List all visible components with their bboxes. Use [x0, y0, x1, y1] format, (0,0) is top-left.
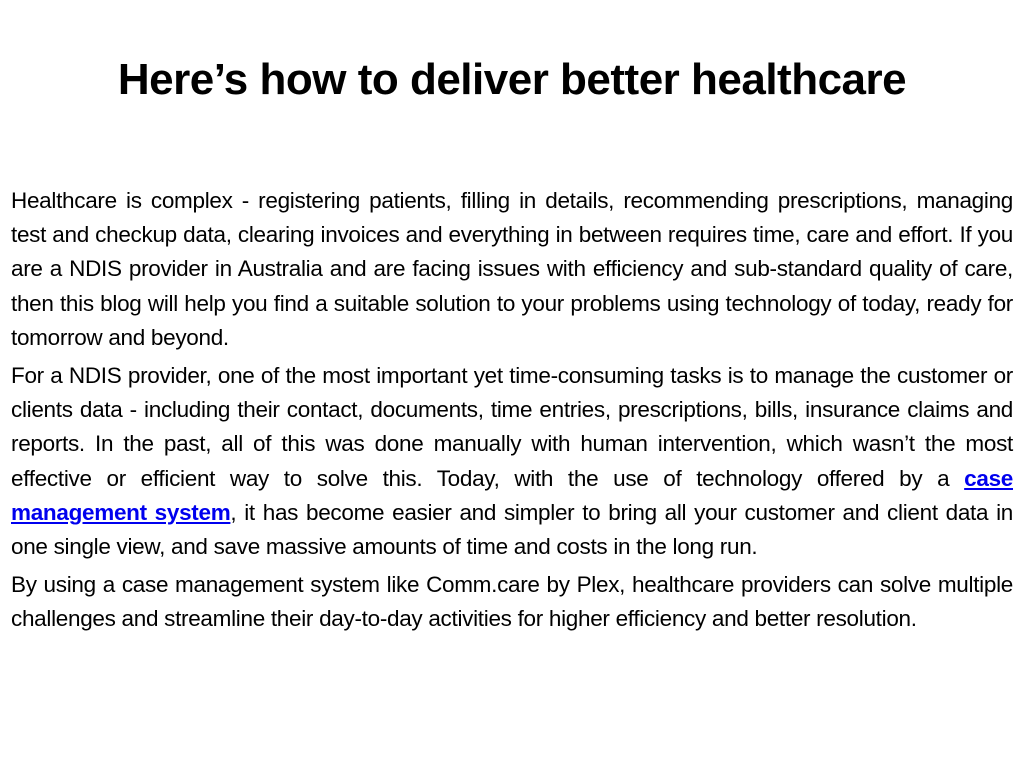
paragraph-text-before-link: For a NDIS provider, one of the most important yet time-consuming tasks is to manage the customer or clients data - including their contact, documents, time entries, prescriptions, bills, insurance claims and reports. In the past, all of this was done manually with human intervention, which wasn’t the most effective or efficient way to solve this. Today, with the use of technology offered by a — [11, 363, 1013, 491]
body-text — [11, 184, 1013, 641]
paragraph-ndis-provider — [11, 359, 1013, 564]
case-management-system-link[interactable]: case management system — [11, 465, 1013, 525]
page-title: Here’s how to deliver better healthcare — [117, 55, 907, 104]
paragraph-text-after-link: , it has become easier and simpler to bring all your customer and client data in one single view, and save massive amounts of time and costs in the long run. — [11, 499, 1014, 560]
paragraph-comm-care: By using a case management system like Comm.care by Plex, healthcare providers can solve multiple challenges and streamline their day-to-day activities for higher efficiency and better resolution. — [11, 572, 1013, 632]
paragraph-intro: Healthcare is complex - registering patients, filling in details, recommending prescriptions, managing test and checkup data, clearing invoices and everything in between requires time, care and effort. If you are a NDIS provider in Australia and are facing issues with efficiency and sub-standard quality of care, then this blog will help you find a suitable solution to your problems using technology of today, ready for tomorrow and beyond. — [11, 188, 1013, 350]
